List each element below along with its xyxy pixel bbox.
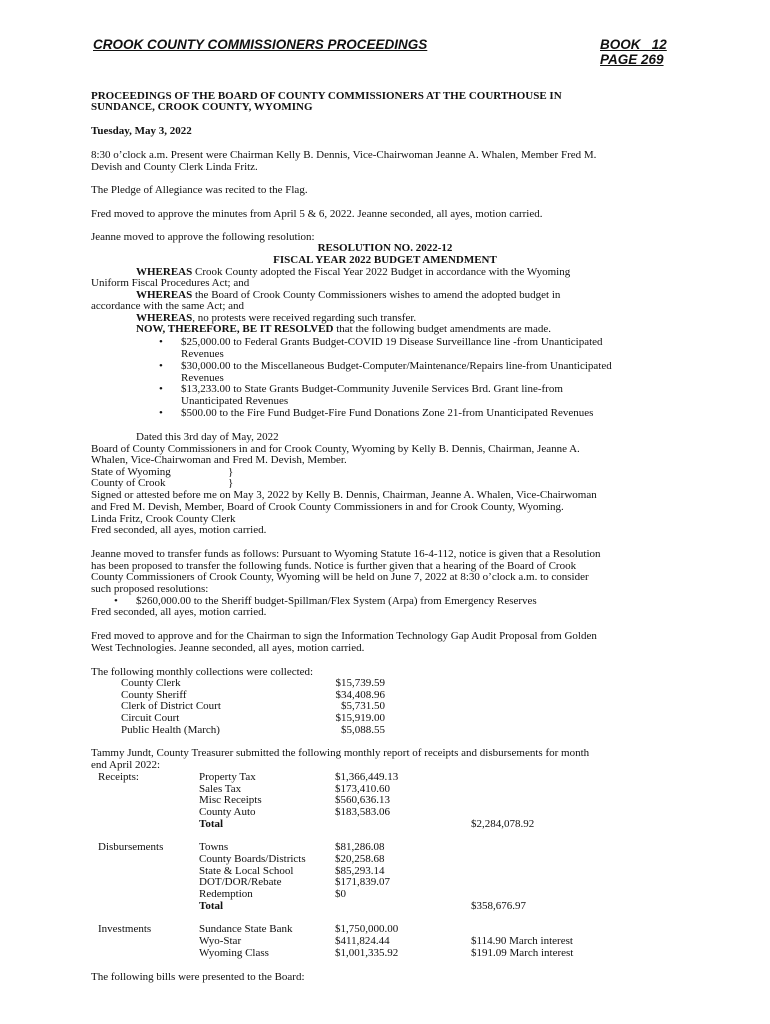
meeting-date: Tuesday, May 3, 2022: [91, 125, 192, 137]
investment-interest: $191.09 March interest: [471, 947, 574, 959]
whereas-keyword: WHEREAS: [136, 266, 193, 278]
now-therefore-text: that the following budget amendments are made.: [333, 323, 551, 335]
treasurer-line1: Tammy Jundt, County Treasurer submitted the following monthly report of receipts and disbursements for month: [91, 747, 590, 759]
whereas-3-text: , no protests were received regarding such transfer.: [192, 312, 417, 324]
investment-amount: $411,824.44: [335, 935, 390, 947]
transfer-seconded: Fred seconded, all ayes, motion carried.: [91, 606, 267, 618]
county-brace: }: [228, 477, 234, 489]
page-number: PAGE 269: [600, 52, 664, 67]
collection-name: County Clerk: [121, 677, 181, 689]
whereas-1-text: Crook County adopted the Fiscal Year 2022 Budget in accordance with the Wyoming: [192, 266, 571, 278]
budget-amendment-2: • $30,000.00 to the Miscellaneous Budget-Computer/Maintenance/Repairs line-from Unanticipated: [181, 360, 612, 372]
collection-name: Clerk of District Court: [121, 700, 221, 712]
budget-amendment-3: • $13,233.00 to State Grants Budget-Community Juvenile Services Brd. Grant line-from: [181, 383, 563, 395]
collection-name: County Sheriff: [121, 689, 187, 701]
disbursement-name: Redemption: [199, 888, 253, 900]
proceedings-heading-line2: SUNDANCE, CROOK COUNTY, WYOMING: [91, 101, 313, 113]
collection-amount: $15,919.00: [335, 712, 385, 724]
county-label: County of Crook: [91, 477, 166, 489]
clerk-signature: Linda Fritz, Crook County Clerk: [91, 513, 236, 525]
resolution-number: RESOLUTION NO. 2022-12: [317, 242, 453, 254]
investment-name: Wyo-Star: [199, 935, 242, 947]
transfer-line2: has been proposed to transfer the following funds. Notice is further given that a hearing of the Board of Crook: [91, 560, 577, 572]
receipt-name: County Auto: [199, 806, 256, 818]
collection-name: Public Health (March): [121, 724, 220, 736]
transfer-line3: County Commissioners of Crook County, Wyoming will be held on June 7, 2022 at 8:30 o’clock a.m. to consider: [91, 571, 589, 583]
receipts-total: $2,284,078.92: [471, 818, 535, 830]
dated-line: Dated this 3rd day of May, 2022: [136, 431, 279, 443]
pledge-text: The Pledge of Allegiance was recited to the Flag.: [91, 184, 308, 196]
disbursement-amount: $20,258.68: [335, 853, 385, 865]
receipt-name: Sales Tax: [199, 783, 242, 795]
document-header-title: CROOK COUNTY COMMISSIONERS PROCEEDINGS: [93, 37, 428, 52]
whereas-1-line2: Uniform Fiscal Procedures Act; and: [91, 277, 250, 289]
disbursements-total-label: Total: [199, 900, 224, 912]
treasurer-line2: end April 2022:: [91, 759, 161, 771]
receipts-label: Receipts:: [98, 771, 139, 783]
budget-amendment-2-cont: Revenues: [181, 372, 224, 384]
investment-amount: $1,001,335.92: [335, 947, 399, 959]
receipt-amount: $183,583.06: [335, 806, 390, 818]
collections-intro: The following monthly collections were collected:: [91, 666, 314, 678]
receipts-total-label: Total: [199, 818, 224, 830]
state-label: State of Wyoming: [91, 466, 171, 478]
whereas-keyword: WHEREAS: [136, 312, 193, 324]
receipt-name: Property Tax: [199, 771, 256, 783]
investment-amount: $1,750,000.00: [335, 923, 399, 935]
audit-line1: Fred moved to approve and for the Chairman to sign the Information Technology Gap Audit Proposal from Golden: [91, 630, 597, 642]
collection-amount: $5,088.55: [341, 724, 385, 736]
budget-amendment-3-cont: Unanticipated Revenues: [181, 395, 289, 407]
transfer-line4: such proposed resolutions:: [91, 583, 209, 595]
collection-amount: $15,739.59: [335, 677, 385, 689]
resolution-intro: Jeanne moved to approve the following resolution:: [91, 231, 315, 243]
investment-name: Wyoming Class: [199, 947, 269, 959]
disbursement-amount: $171,839.07: [335, 876, 390, 888]
budget-amendment-4: • $500.00 to the Fire Fund Budget-Fire Fund Donations Zone 21-from Unanticipated Revenues: [181, 407, 593, 419]
proceedings-heading-line1: PROCEEDINGS OF THE BOARD OF COUNTY COMMISSIONERS AT THE COURTHOUSE IN: [91, 90, 562, 102]
receipt-amount: $560,636.13: [335, 794, 390, 806]
collection-amount: $5,731.50: [341, 700, 385, 712]
disbursement-name: Towns: [199, 841, 229, 853]
receipt-amount: $1,366,449.13: [335, 771, 399, 783]
investment-interest: $114.90 March interest: [471, 935, 573, 947]
signed-line1: Signed or attested before me on May 3, 2022 by Kelly B. Dennis, Chairman, Jeanne A. Whalen, Vice-Chairwoman: [91, 489, 597, 501]
disbursement-amount: $81,286.08: [335, 841, 385, 853]
disbursement-name: State & Local School: [199, 865, 294, 877]
now-therefore-keyword: NOW, THEREFORE, BE IT RESOLVED: [136, 323, 334, 335]
budget-amendment-1: • $25,000.00 to Federal Grants Budget-COVID 19 Disease Surveillance line -from Unanticipated: [181, 336, 603, 348]
investments-label: Investments: [98, 923, 152, 935]
board-line1: Board of County Commissioners in and for Crook County, Wyoming by Kelly B. Dennis, Chairman, Jeanne A.: [91, 443, 580, 455]
disbursement-name: County Boards/Districts: [199, 853, 306, 865]
now-therefore: [136, 323, 551, 335]
disbursement-name: DOT/DOR/Rebate: [199, 876, 282, 888]
audit-line2: West Technologies. Jeanne seconded, all ayes, motion carried.: [91, 642, 365, 654]
disbursement-amount: $85,293.14: [335, 865, 385, 877]
present-line2: Devish and County Clerk Linda Fritz.: [91, 161, 258, 173]
minutes-motion: Fred moved to approve the minutes from April 5 & 6, 2022. Jeanne seconded, all ayes, motion carried.: [91, 208, 543, 220]
disbursements-total: $358,676.97: [471, 900, 526, 912]
transfer-item: • $260,000.00 to the Sheriff budget-Spillman/Flex System (Arpa) from Emergency Reserves: [136, 595, 537, 607]
receipt-name: Misc Receipts: [199, 794, 262, 806]
signed-line2: and Fred M. Devish, Member, Board of Crook County Commissioners in and for Crook County, Wyoming.: [91, 501, 564, 513]
whereas-2-line2: accordance with the same Act; and: [91, 300, 245, 312]
transfer-line1: Jeanne moved to transfer funds as follows: Pursuant to Wyoming Statute 16-4-112, notice is given that a Resolution: [91, 548, 601, 560]
resolution-title: FISCAL YEAR 2022 BUDGET AMENDMENT: [273, 254, 497, 266]
collection-name: Circuit Court: [121, 712, 180, 724]
disbursement-amount: $0: [335, 888, 346, 900]
state-brace: }: [228, 466, 234, 478]
bills-intro: The following bills were presented to the Board:: [91, 971, 305, 983]
resolution-seconded: Fred seconded, all ayes, motion carried.: [91, 524, 267, 536]
whereas-keyword: WHEREAS: [136, 289, 193, 301]
disbursements-label: Disbursements: [98, 841, 164, 853]
collection-amount: $34,408.96: [335, 689, 385, 701]
book-number: BOOK 12: [600, 37, 667, 52]
budget-amendment-1-cont: Revenues: [181, 348, 224, 360]
whereas-2-text: the Board of Crook County Commissioners wishes to amend the adopted budget in: [192, 289, 561, 301]
investment-name: Sundance State Bank: [199, 923, 293, 935]
board-line2: Whalen, Vice-Chairwoman and Fred M. Devish, Member.: [91, 454, 347, 466]
present-line1: 8:30 o’clock a.m. Present were Chairman Kelly B. Dennis, Vice-Chairwoman Jeanne A. Whalen, Member Fred M.: [91, 149, 597, 161]
receipt-amount: $173,410.60: [335, 783, 390, 795]
